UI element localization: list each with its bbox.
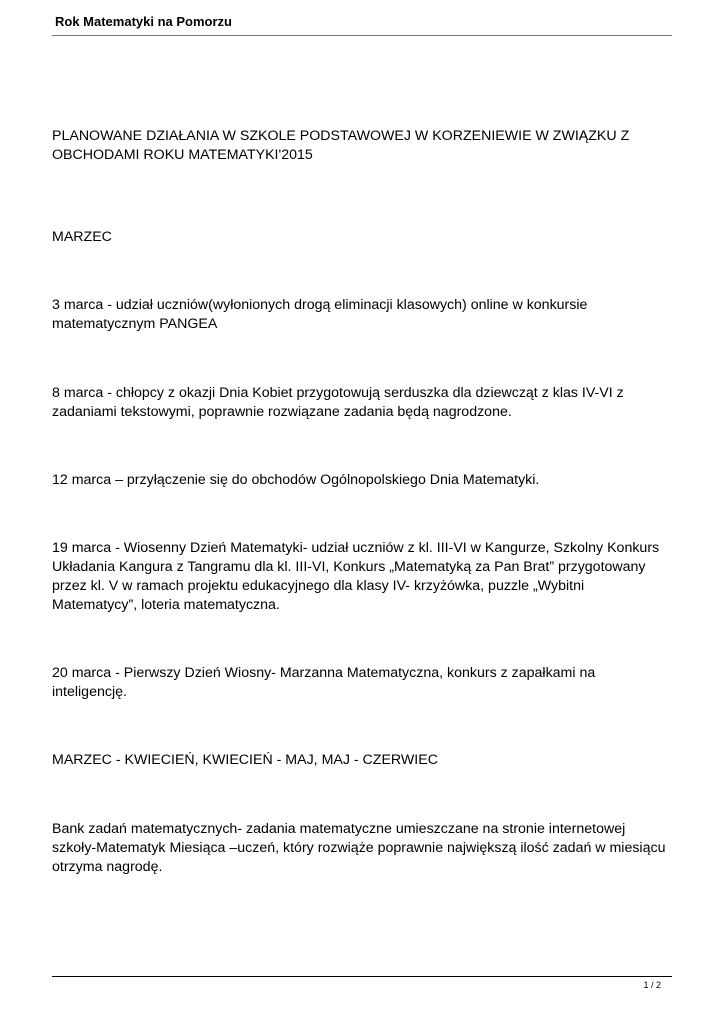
event-paragraph-march-19: 19 marca - Wiosenny Dzień Matematyki- udział uczniów z kl. III-VI w Kangurze, Szkolny Konkurs Układania Kangura z Tangramu dla kl. III-VI, Konkurs „Matematyką za Pan Brat” przygotowany przez kl. V w ramach projektu edukacyjnego dla klasy IV- krzyżówka, puzzle „Wybitni Matematycy”, loteria matematyczna.: [52, 540, 660, 613]
spacer: [52, 247, 672, 296]
document-header-title: Rok Matematyki na Pomorzu: [55, 14, 232, 29]
header-divider: [52, 35, 672, 36]
spacer: [52, 770, 672, 820]
event-paragraph-march-3: 3 marca - udział uczniów(wyłonionych drogą eliminacji klasowych) online w konkursie matematycznym PANGEA: [52, 297, 588, 332]
spacer: [52, 615, 672, 664]
spacer: [52, 334, 672, 384]
section-heading-spring: MARZEC - KWIECIEŃ, KWIECIEŃ - MAJ, MAJ - CZERWIEC: [52, 752, 438, 768]
event-paragraph-march-12: 12 marca – przyłączenie się do obchodów Ogólnopolskiego Dnia Matematyki.: [52, 472, 540, 488]
event-paragraph-march-8: 8 marca - chłopcy z okazji Dnia Kobiet przygotowują serduszka dla dziewcząt z klas IV-VI z zadaniami tekstowymi, poprawnie rozwiązane zadania będą nagrodzone.: [52, 385, 624, 420]
section-heading-march: MARZEC: [52, 229, 112, 245]
document-heading: PLANOWANE DZIAŁANIA W SZKOLE PODSTAWOWEJ W KORZENIEWIE W ZWIĄZKU Z OBCHODAMI ROKU MATEMATYKI'2015: [52, 128, 630, 163]
document-body: [52, 127, 672, 877]
spacer: [52, 165, 672, 228]
spacer: [52, 702, 672, 751]
page-number: 1 / 2: [643, 980, 661, 990]
event-paragraph-march-20: 20 marca - Pierwszy Dzień Wiosny- Marzanna Matematyczna, konkurs z zapałkami na inteligencję.: [52, 665, 596, 700]
spacer: [52, 490, 672, 539]
footer-divider: [52, 976, 672, 977]
spacer: [52, 422, 672, 471]
bank-paragraph: Bank zadań matematycznych- zadania matematyczne umieszczane na stronie internetowej szkoły-Matematyk Miesiąca –uczeń, który rozwiąże poprawnie największą ilość zadań w miesiącu otrzyma nagrodę.: [52, 821, 666, 875]
